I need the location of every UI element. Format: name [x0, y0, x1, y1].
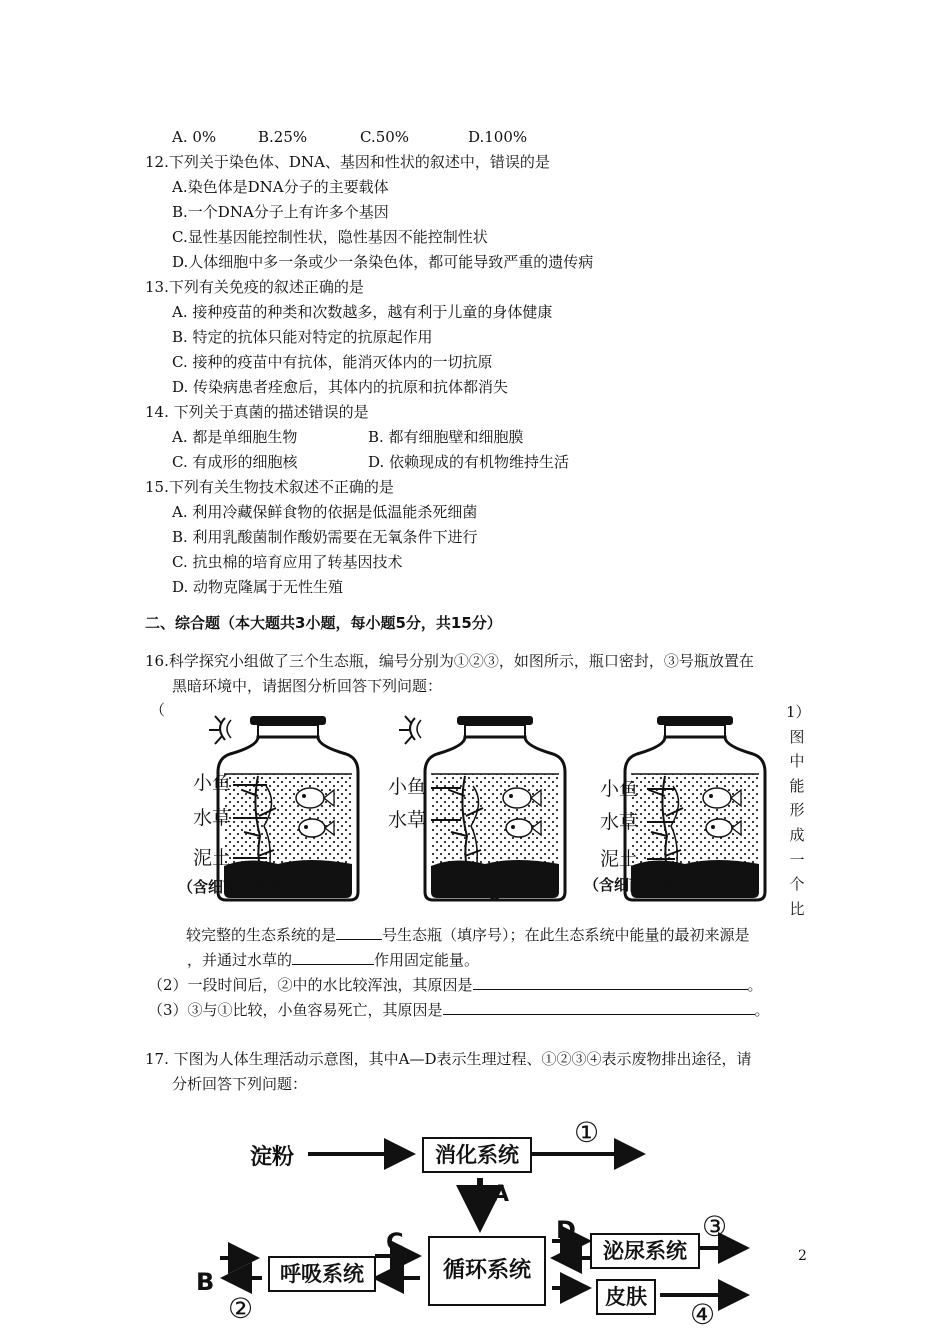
vertical-char: 1） — [786, 703, 811, 721]
q16-part3-text: （3）③与①比较，小鱼容易死亡，其原因是 — [148, 1001, 443, 1019]
process-a-label: A — [492, 1182, 510, 1207]
q15-option-c: C. 抗虫棉的培育应用了转基因技术 — [172, 553, 403, 571]
digestive-system-box: 消化系统 — [422, 1137, 532, 1173]
process-c-label: C — [386, 1228, 404, 1256]
q12-option-d: D.人体细胞中多一条或少一条染色体，都可能导致严重的遗传病 — [172, 253, 594, 271]
section-heading: 二、综合题（本大题共3小题，每小题5分，共15分） — [145, 614, 502, 632]
period: 。 — [747, 976, 763, 994]
jar3-label-fish: 小鱼 — [600, 778, 639, 800]
q14-option-a: A. 都是单细胞生物 — [172, 428, 298, 446]
q16-part2-text: （2）一段时间后，②中的水比较浑浊，其原因是 — [148, 976, 473, 994]
sun-icon — [209, 716, 231, 744]
q16-part1-text-a: 较完整的生态系统的是 — [186, 926, 337, 944]
q13-option-c: C. 接种的疫苗中有抗体，能消灭体内的一切抗原 — [172, 353, 493, 371]
q13-stem: 13.下列有关免疫的叙述正确的是 — [145, 278, 364, 296]
jar-3 — [625, 716, 765, 900]
q16-part1-line2 — [186, 950, 479, 970]
urinary-system-box: 泌尿系统 — [590, 1233, 700, 1269]
q15-option-b: B. 利用乳酸菌制作酸奶需要在无氧条件下进行 — [172, 528, 478, 546]
jar-1 — [218, 716, 358, 900]
page-number: 2 — [798, 1248, 807, 1264]
circulatory-system-box: 循环系统 — [428, 1236, 546, 1306]
q14-stem: 14. 下列关于真菌的描述错误的是 — [145, 403, 369, 421]
q14-option-d: D. 依赖现成的有机物维持生活 — [368, 453, 570, 471]
jar2-label-fish: 小鱼 — [388, 776, 427, 798]
vertical-char: 能 — [789, 776, 805, 795]
jar-2 — [425, 716, 565, 900]
q16-paren-open: （ — [150, 701, 166, 719]
waste-route-2: ② — [228, 1292, 254, 1325]
q14-option-b: B. 都有细胞壁和细胞膜 — [368, 428, 524, 446]
waste-route-4: ④ — [690, 1298, 716, 1331]
starch-label: 淀粉 — [250, 1145, 295, 1170]
q15-option-d: D. 动物克隆属于无性生殖 — [172, 578, 344, 596]
q16-part1-text-c: ，并通过水草的 — [187, 951, 293, 969]
jar2-label-plant: 水草 — [388, 809, 427, 831]
jar1-label-soil: 泥土 — [193, 847, 232, 869]
vertical-char: 图 — [789, 727, 805, 746]
q15-stem: 15.下列有关生物技术叙述不正确的是 — [145, 478, 394, 496]
jar1-label-plant: 水草 — [193, 807, 232, 829]
process-b-label: B — [196, 1268, 215, 1296]
jar3-number: ③ — [704, 870, 728, 900]
process-d-label: D — [556, 1216, 576, 1244]
period: 。 — [754, 1001, 770, 1019]
q16-part1-text-d: 作用固定能量。 — [374, 951, 480, 969]
vertical-char: 个 — [789, 875, 805, 894]
jar3-soil-note: （含细菌、真菌） — [584, 876, 705, 894]
q11-option-b: B.25% — [258, 128, 308, 146]
q11-option-d: D.100% — [468, 128, 528, 146]
q12-option-a: A.染色体是DNA分子的主要载体 — [172, 178, 389, 196]
q11-option-a: A. 0% — [172, 128, 217, 146]
jar2-number: ② — [483, 876, 507, 906]
q16-stem-line2: 黑暗环境中，请据图分析回答下列问题： — [172, 677, 443, 695]
q12-option-c: C.显性基因能控制性状，隐性基因不能控制性状 — [172, 228, 488, 246]
q16-part2 — [148, 975, 763, 995]
waste-route-3: ③ — [702, 1210, 728, 1243]
q13-option-a: A. 接种疫苗的种类和次数越多，越有利于儿童的身体健康 — [172, 303, 553, 321]
q16-vertical-text — [786, 700, 811, 921]
vertical-char: 一 — [789, 850, 805, 869]
respiratory-system-box: 呼吸系统 — [268, 1256, 376, 1292]
q13-option-b: B. 特定的抗体只能对特定的抗原起作用 — [172, 328, 433, 346]
q15-option-a: A. 利用冷藏保鲜食物的依据是低温能杀死细菌 — [172, 503, 478, 521]
vertical-char: 中 — [789, 752, 805, 771]
jar3-label-soil: 泥土 — [600, 848, 639, 870]
q16-part1-line1 — [186, 925, 750, 945]
q16-part1-text-b: 号生态瓶（填序号）；在此生态系统中能量的最初来源是 — [382, 926, 750, 944]
jar1-label-fish: 小鱼 — [193, 772, 232, 794]
skin-box: 皮肤 — [596, 1279, 656, 1315]
q12-stem: 12.下列关于染色体、DNA、基因和性状的叙述中，错误的是 — [145, 153, 550, 171]
jar1-number: ① — [298, 872, 322, 902]
blank-jar-number[interactable] — [336, 925, 382, 940]
blank-plant-process[interactable] — [292, 950, 374, 965]
q13-option-d: D. 传染病患者痊愈后，其体内的抗原和抗体都消失 — [172, 378, 509, 396]
q16-stem-line1: 16.科学探究小组做了三个生态瓶，编号分别为①②③，如图所示，瓶口密封，③号瓶放置在 — [145, 652, 754, 670]
q17-stem-line1: 17. 下图为人体生理活动示意图，其中A—D表示生理过程、①②③④表示废物排出途径，请 — [145, 1050, 752, 1068]
q14-option-c: C. 有成形的细胞核 — [172, 453, 298, 471]
jar3-label-plant: 水草 — [600, 811, 639, 833]
vertical-char: 形 — [789, 801, 805, 820]
q12-option-b: B.一个DNA分子上有许多个基因 — [172, 203, 389, 221]
q11-option-c: C.50% — [360, 128, 410, 146]
blank-part3[interactable] — [443, 1000, 755, 1015]
vertical-char: 成 — [789, 825, 805, 844]
jar1-soil-note: （含细菌、真菌） — [178, 878, 299, 896]
q17-stem-line2: 分析回答下列问题： — [172, 1075, 308, 1093]
blank-part2[interactable] — [473, 975, 748, 990]
waste-route-1: ① — [574, 1116, 600, 1149]
q16-part3 — [148, 1000, 770, 1020]
sun-icon — [399, 716, 421, 744]
vertical-char: 比 — [789, 899, 805, 918]
